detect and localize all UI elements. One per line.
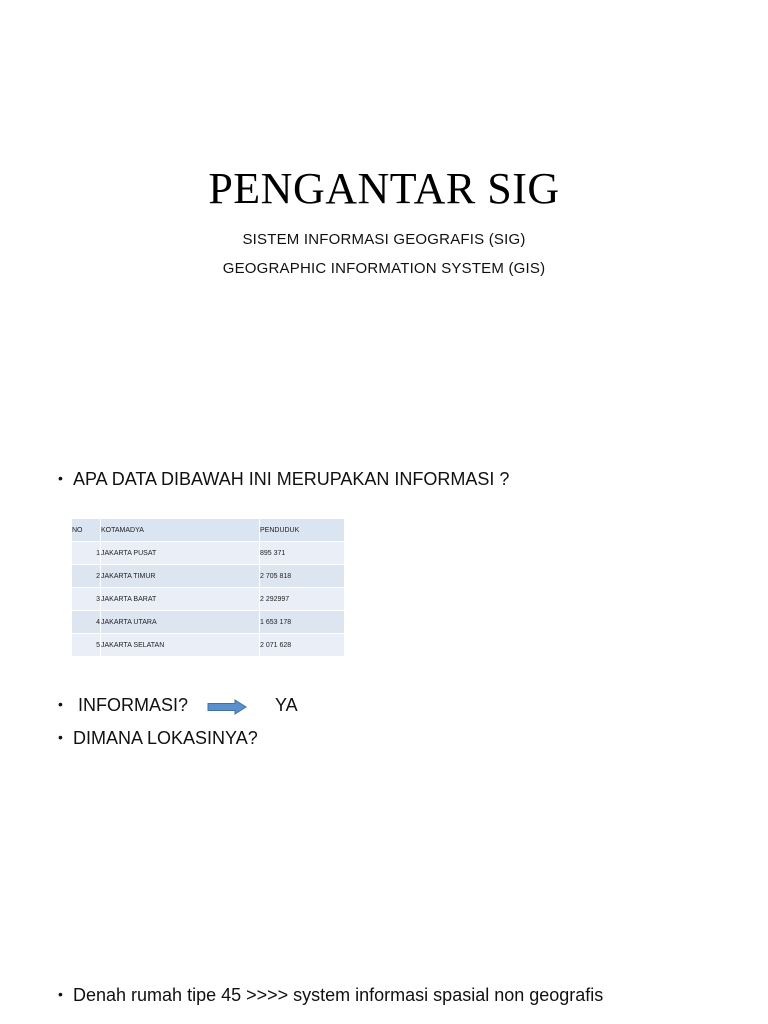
bullet-question-text: APA DATA DIBAWAH INI MERUPAKAN INFORMASI ?	[73, 469, 510, 489]
header-no: NO	[72, 519, 101, 542]
table-row	[72, 634, 344, 657]
bullet-lokasi-text: DIMANA LOKASINYA?	[73, 728, 258, 748]
cell-penduduk: 2 705 818	[260, 565, 345, 588]
cell-no: 4	[72, 611, 101, 634]
table-header-row	[72, 519, 344, 542]
answer-ya: YA	[275, 695, 298, 715]
bullet-dot: •	[58, 986, 63, 1002]
cell-penduduk: 2 071 628	[260, 634, 345, 657]
cell-no: 2	[72, 565, 101, 588]
cell-no: 3	[72, 588, 101, 611]
cell-penduduk: 2 292997	[260, 588, 345, 611]
cell-no: 1	[72, 542, 101, 565]
cell-penduduk: 895 371	[260, 542, 345, 565]
slide-title: PENGANTAR SIG	[208, 164, 560, 213]
bullet-informasi	[58, 695, 188, 716]
cell-kotamadya: JAKARTA BARAT	[101, 588, 260, 611]
bullet-dot: •	[58, 696, 63, 712]
cell-kotamadya: JAKARTA UTARA	[101, 611, 260, 634]
bullet-dot: •	[58, 729, 63, 745]
bullet-denah-text: Denah rumah tipe 45 >>>> system informasi spasial non geografis	[73, 985, 604, 1005]
slide-subtitle-sig: SISTEM INFORMASI GEOGRAFIS (SIG)	[242, 231, 526, 248]
slide-subtitle-gis: GEOGRAPHIC INFORMATION SYSTEM (GIS)	[222, 260, 546, 277]
table-row	[72, 542, 344, 565]
bullet-lokasi	[58, 728, 258, 749]
bullet-question	[58, 469, 509, 490]
cell-penduduk: 1 653 178	[260, 611, 345, 634]
header-penduduk: PENDUDUK	[260, 519, 345, 542]
cell-kotamadya: JAKARTA SELATAN	[101, 634, 260, 657]
bullet-dot: •	[58, 470, 63, 486]
cell-kotamadya: JAKARTA TIMUR	[101, 565, 260, 588]
table-row	[72, 588, 344, 611]
bullet-denah	[58, 985, 603, 1006]
cell-kotamadya: JAKARTA PUSAT	[101, 542, 260, 565]
table-row	[72, 565, 344, 588]
right-arrow-shape	[208, 700, 246, 714]
bullet-informasi-text: INFORMASI?	[78, 695, 189, 715]
table-row	[72, 611, 344, 634]
cell-no: 5	[72, 634, 101, 657]
right-arrow-icon	[207, 699, 247, 715]
population-table	[72, 519, 342, 652]
header-kotamadya: KOTAMADYA	[101, 519, 260, 542]
population-data-table	[72, 519, 344, 657]
